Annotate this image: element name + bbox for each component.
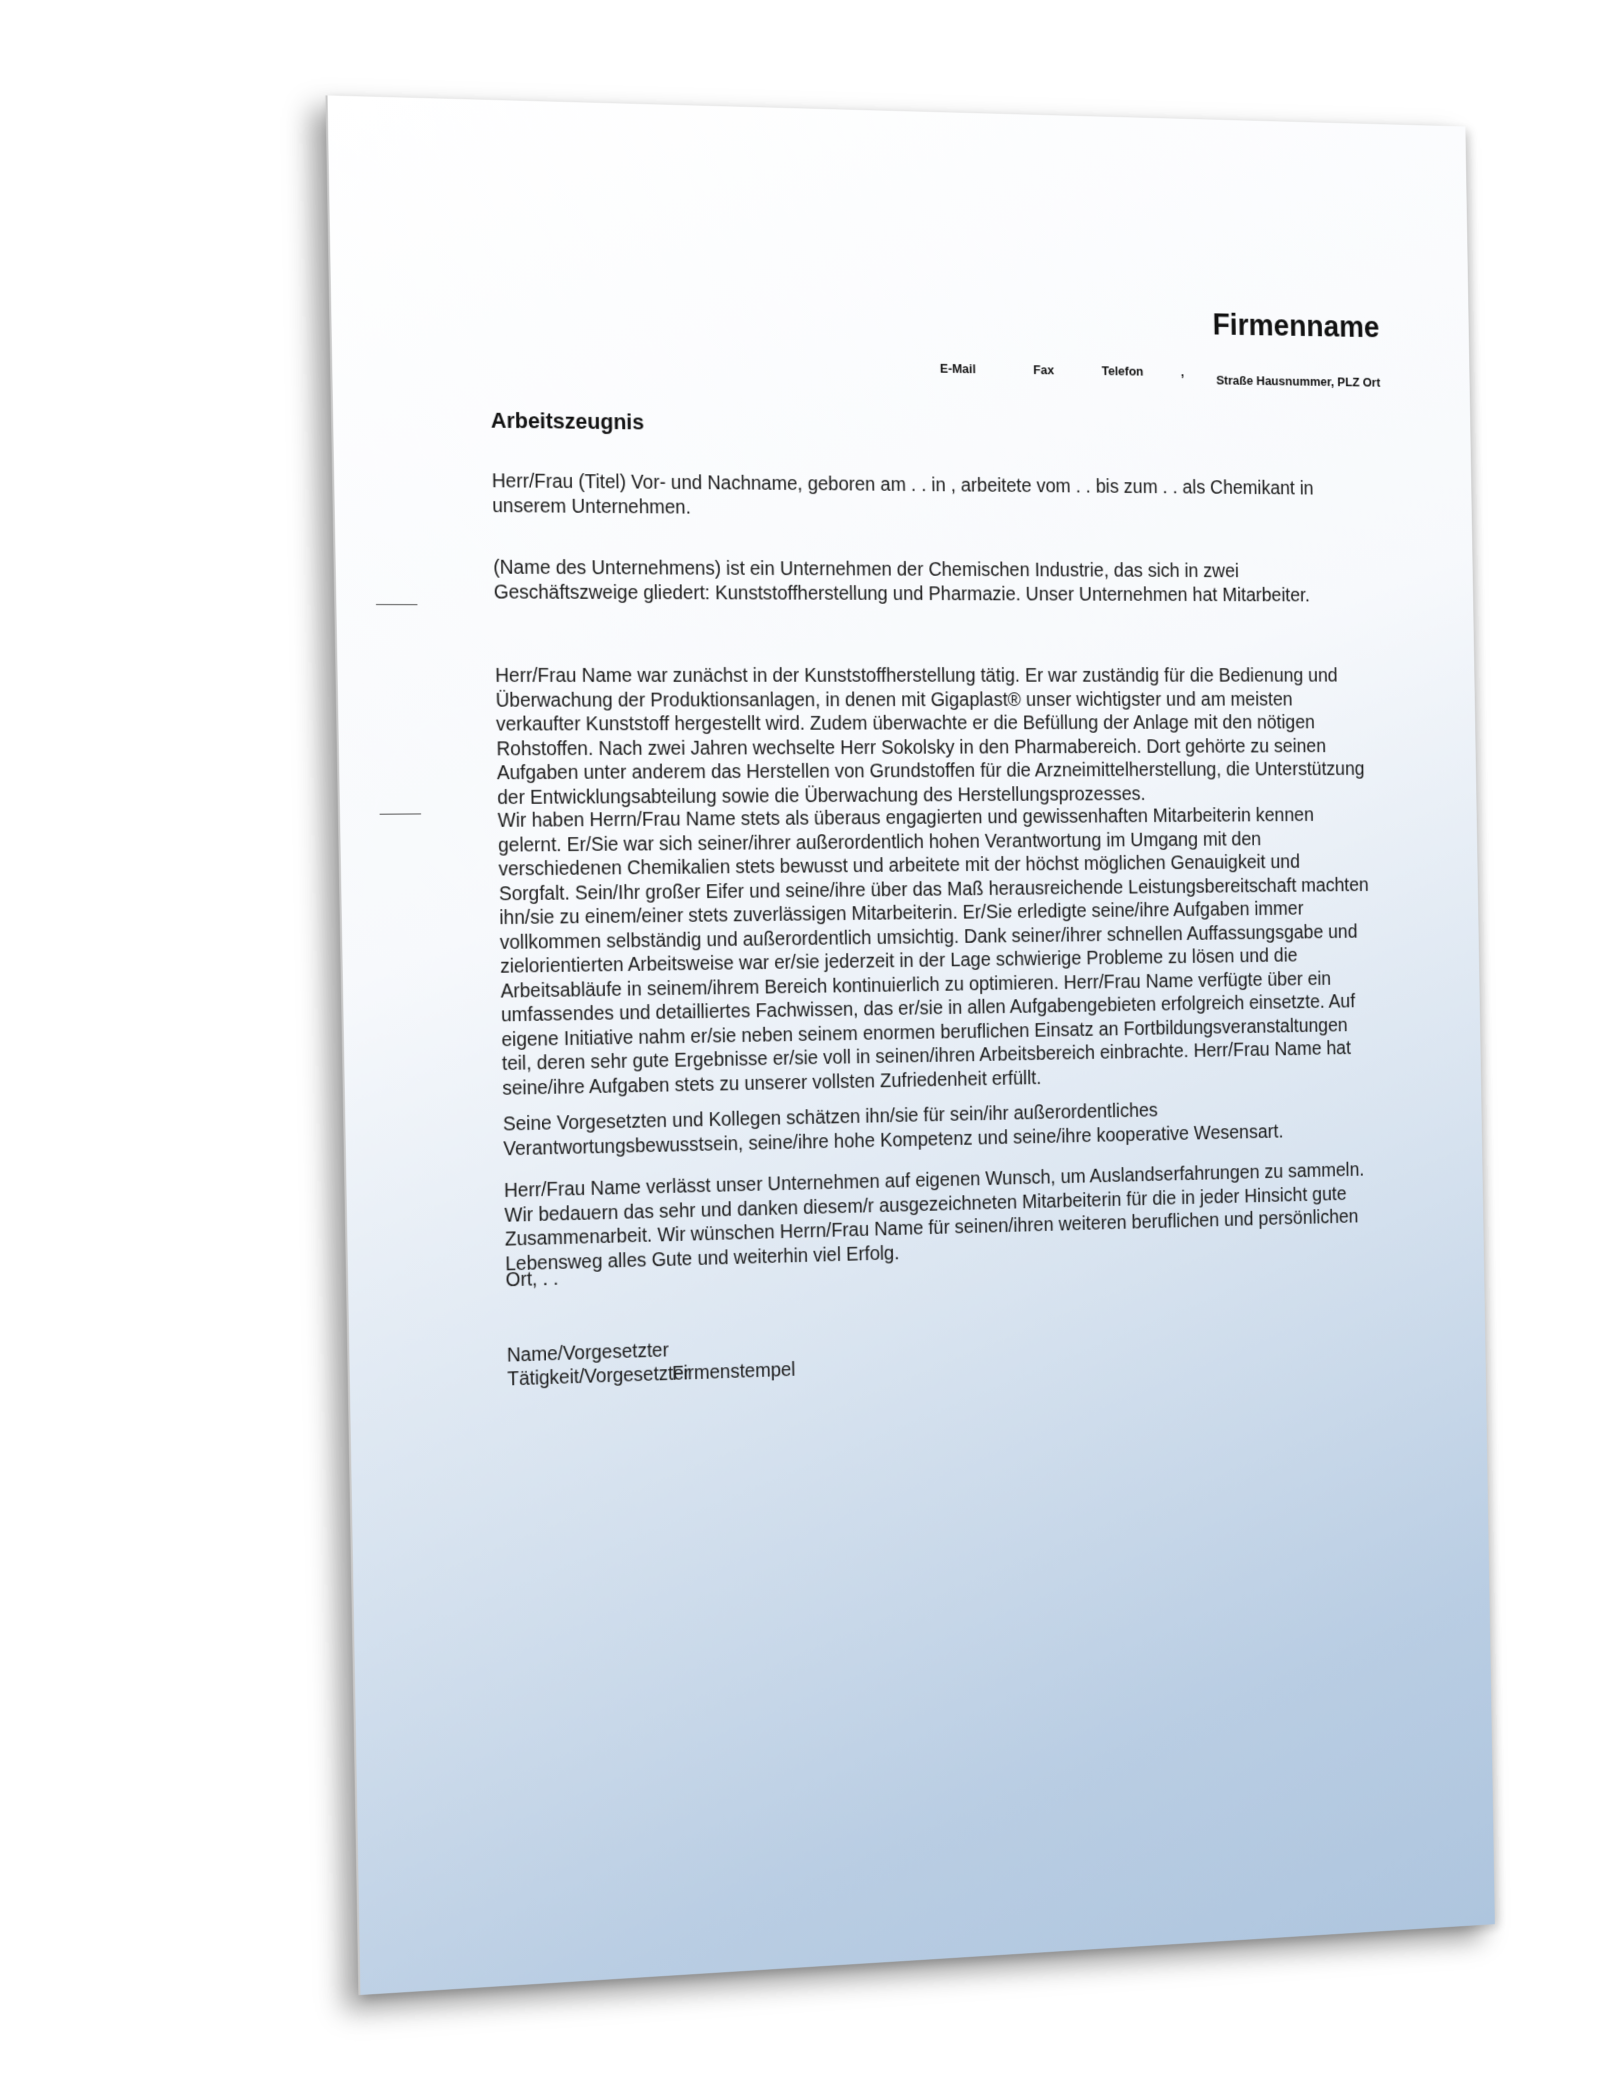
paragraph-behavior: Seine Vorgesetzten und Kollegen schätzen ihn/sie für sein/ihr außerordentliches Verantwortungsbewusstsein, seine/ihre hohe Kompetenz und seine/ihre kooperative Wesensart. [502,1099,1284,1160]
paragraph-duties: Herr/Frau Name war zunächst in der Kunststoffherstellung tätig. Er war zuständig für die Bedienung und Überwachung der Produktionsanlagen, in denen mit Gigaplast® unser wichtigster und am meisten verkaufter Kunststoff hergestellt wird. Zudem überwachte er die Befüllung der Anlage mit den nötigen Rohstoffen. Nach zwei Jahren wechselte Herr Sokolsky in den Pharmabereich. Dort gehörte zu seinen Aufgaben unter anderem das Herstellen von Grundstoffen für die Arzneimittelherstellung, die Unterstützung der Entwicklungsabteilung sowie die Überwachung des Herstellungsprozesses. [495,665,1365,809]
document-page [326,95,1495,1995]
signature-name: Name/Vorgesetzter [506,1339,669,1367]
email-label: E-Mail [939,360,976,377]
paragraph-assessment: Wir haben Herrn/Frau Name stets als überaus engagierten und gewissenhaften Mitarbeiterin kennen gelernt. Er/Sie war sich seiner/ihrer außerordentlich hohen Verantwortung im Umgang mit den verschiedenen Chemikalien stets bewusst und arbeitete mit der höchst möglichen Genauigkeit und Sorgfalt. Sein/Ihr großer Eifer und seine/ihre über das Maß herausreichende Leistungsbereitschaft machten ihn/sie zu einem/einer stets zuverlässigen Mitarbeiterin. Er/Sie erledigte seine/ihre Aufgaben immer vollkommen selbständig und außerordentlich umsichtig. Dank seiner/ihrer schnellen Auffassungsgabe und zielorientierten Arbeitsweise war er/sie jederzeit in der Lage schwierige Probleme zu lösen und die Arbeitsabläufe in seinem/ihrem Bereich kontinuierlich zu optimieren. Herr/Frau Name verfügte über ein umfassendes und detailliertes Fachwissen, das er/sie in allen Aufgabengebieten erfolgreich einsetzte. Auf eigene Initiative nahm er/sie neben seinem enormen beruflichen Einsatz an Fortbildungsveranstaltungen teil, deren sehr gute Ergebnisse er/sie voll in seinen/ihren Arbeitsbereich einbrachte. Herr/Frau Name hat seine/ihre Aufgaben stets zu unserer vollsten Zufriedenheit erfüllt. [497,804,1369,1100]
phone-label: Telefon [1101,363,1144,379]
paragraph-closing: Herr/Frau Name verlässt unser Unternehmen auf eigenen Wunsch, um Auslandserfahrungen zu sammeln. Wir bedauern das sehr und danken diesem/r ausgezeichneten Mitarbeiterin für die in jeder Hinsicht gute Zusammenarbeit. Wir wünschen Herrn/Frau Name für seinen/ihren weiteren beruflichen und persönlichen Lebensweg alles Gute und weiterhin viel Erfolg. [503,1159,1365,1275]
paragraph-intro: Herr/Frau (Titel) Vor- und Nachname, geboren am . . in , arbeitete vom . . bis zum . . als Chemikant in unserem Unternehmen. [491,470,1314,519]
company-stamp-label: Firmenstempel [671,1359,796,1385]
fax-label: Fax [1033,362,1055,378]
header-separator: , [1180,364,1185,380]
firm-name: Firmenname [1212,307,1380,344]
signature-role: Tätigkeit/Vorgesetzter [507,1362,691,1391]
fold-mark-top [376,604,417,605]
firm-address: Straße Hausnummer, PLZ Ort [1216,372,1381,390]
fold-mark-bottom [380,813,421,814]
paragraph-company: (Name des Unternehmens) ist ein Unternehmen der Chemischen Industrie, das sich in zwei Geschäftszweige gliedert: Kunststoffherstellung und Pharmazie. Unser Unternehmen hat Mitarbeiter. [493,556,1310,606]
place-date-line: Ort, . . [505,1267,559,1292]
document-title: Arbeitszeugnis [490,407,645,435]
